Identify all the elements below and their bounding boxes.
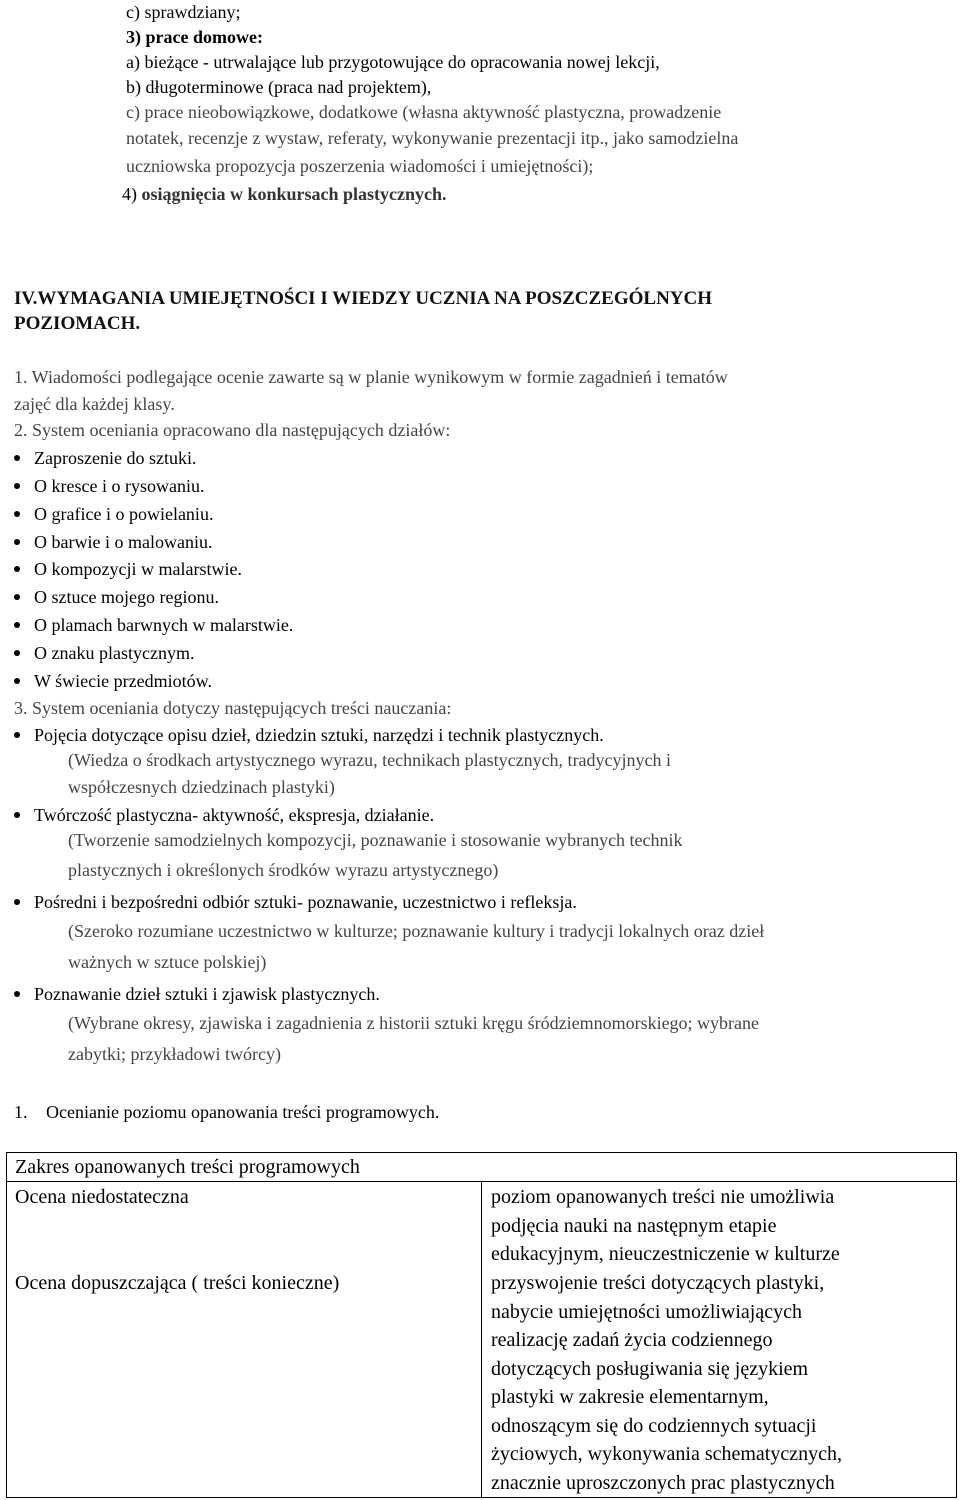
intro-line-7: uczniowska propozycja poszerzenia wiadomości i umiejętności); xyxy=(126,156,594,176)
table-header-row xyxy=(7,1153,956,1182)
paragraph-1-line-2: zajęć dla każdej klasy. xyxy=(14,394,175,414)
intro-line-6: notatek, recenzje z wystaw, referaty, wykonywanie prezentacji itp., jako samodzielna xyxy=(126,128,739,148)
bullet-icon xyxy=(14,594,20,600)
table-desc-line: dotyczących posługiwania się językiem xyxy=(491,1357,809,1380)
assessment-num: 1. xyxy=(14,1102,28,1122)
intro-line-2 xyxy=(126,26,263,48)
bullet-icon xyxy=(14,650,20,656)
content-desc-line: ważnych w sztuce polskiej) xyxy=(68,952,267,972)
table-desc-line: odnoszącym się do codziennych sytuacji xyxy=(491,1414,817,1437)
bullet-icon xyxy=(14,812,20,818)
paragraph-3: 3. System oceniania dotyczy następujących treści nauczania: xyxy=(14,698,452,718)
assessment-heading xyxy=(14,1101,439,1123)
intro-line-8 xyxy=(122,183,447,205)
table-desc-line: plastyki w zakresie elementarnym, xyxy=(491,1386,769,1408)
section-title-line-2: POZIOMACH. xyxy=(14,313,141,334)
bullet-icon xyxy=(14,511,20,517)
bullet-icon xyxy=(14,732,20,738)
table-desc-line: przyswojenie treści dotyczących plastyki, xyxy=(491,1272,825,1294)
bullet-icon xyxy=(14,899,20,905)
content-desc-line: (Tworzenie samodzielnych kompozycji, poznawanie i stosowanie wybranych technik xyxy=(68,830,683,850)
bullet-icon xyxy=(14,991,20,997)
intro-line-8-text: osiągnięcia w konkursach plastycznych. xyxy=(141,184,447,204)
bullet-icon xyxy=(14,622,20,628)
paragraph-1-line-1: 1. Wiadomości podlegające ocenie zawarte są w planie wynikowym w formie zagadnień i tematów xyxy=(14,367,728,387)
intro-line-3: a) bieżące - utrwalające lub przygotowujące do opracowania nowej lekcji, xyxy=(126,52,660,72)
content-desc-line: plastycznych i określonych środków wyrazu artystycznego) xyxy=(68,860,499,880)
homework-heading: 3) prace domowe: xyxy=(126,27,263,47)
table-header-cell: Zakres opanowanych treści programowych xyxy=(15,1156,360,1178)
paragraph-2: 2. System oceniania opracowano dla następujących działów: xyxy=(14,420,451,440)
document-page: c) sprawdziany; 3) prace domowe: a) bieżące - utrwalające lub przygotowujące do opracowania nowej lekcji, b) długoterminowe (praca nad projektem), c) prace nieobowiązkowe, dodatkowe (własna aktywność plastyczna, prowadzenie notatek, recenzje z wystaw, referaty, wykonywanie prezentacji itp., jako samodzielna uczniowska propozycja poszerzenia wiadomości i umiejętności); 4) osiągnięcia w konkursach plastycznych. IV.WYMAGANIA UMIEJĘTNOŚCI I WIEDZY UCZNIA NA POSZCZEGÓLNYCH POZIOMACH. 1. Wiadomości podlegające ocenie zawarte są w planie wynikowym w formie zagadnień i tematów zajęć dla każdej klasy. 2. System oceniania opracowano dla następujących działów: Zaproszenie do sztuki. O kresce i o rysowaniu. O grafice i o powielaniu. O barwie i o malowaniu. O kompozycji w malarstwie. O sztuce mojego regionu. O plamach barwnych w malarstwie. O znaku plastycznym. W świecie przedmiotów. 3. System oceniania dotyczy następujących treści nauczania: Pojęcia dotyczące opisu dzieł, dziedzin sztuki, narzędzi i technik plastycznych. (Wiedza o środkach artystycznego wyrazu, technikach plastycznych, tradycyjnych i współczesnych dziedzinach plastyki) Twórczość plastyczna- aktywność, ekspresja, działanie. (Tworzenie samodzielnych kompozycji, poznawanie i stosowanie wybranych technik plastycznych i określonych środków wyrazu artystycznego) Pośredni i bezpośredni odbiór sztuki- poznawanie, uczestnictwo i refleksja. (Szeroko rozumiane uczestnictwo w kulturze; poznawanie kultury i tradycji lokalnych oraz dzieł ważnych w sztuce polskiej) Poznawanie dzieł sztuki i zjawisk plastycznych. (Wybrane okresy, zjawiska i zagadnienia z historii sztuki kręgu śródziemnomorskiego; wybrane zabytki; przykładowi twórcy) 1. Ocenianie poziomu opanowania treści programowych. Zakres opanowanych treści programowych Ocena niedostateczna poziom opanowanych treści nie umożliwia podjęcia nauki na następnym etapie edukacyjnym, nieuczestniczenie w kulturze Ocena dopuszczająca ( treści konieczne) przyswojenie treści dotyczących plastyki, nabycie umiejętności umożliwiających realizację zadań życia codziennego dotyczących posługiwania się językiem plastyki w zakresie elementarnym, odnoszącym się do codziennych sytuacji życiowych, wykonywania schematycznych, znacznie uproszczonych prac plastycznych xyxy=(0,0,960,1500)
table-desc-line: życiowych, wykonywania schematycznych, xyxy=(491,1443,842,1465)
bullet-icon xyxy=(14,483,20,489)
table-desc-line: nabycie umiejętności umożliwiających xyxy=(491,1300,802,1323)
table-desc-line: podjęcia nauki na następnym etapie xyxy=(491,1214,777,1237)
table-desc-line: realizację zadań życia codziennego xyxy=(491,1329,773,1351)
section-title-line-1: IV.WYMAGANIA UMIEJĘTNOŚCI I WIEDZY UCZNIA NA POSZCZEGÓLNYCH xyxy=(14,288,713,309)
table-desc-line: edukacyjnym, nieuczestniczenie w kulturze xyxy=(491,1243,840,1265)
intro-line-8-num: 4) xyxy=(122,184,137,204)
bullet-icon xyxy=(14,455,20,461)
table-desc-line: poziom opanowanych treści nie umożliwia xyxy=(491,1186,835,1208)
grades-table xyxy=(6,1152,957,1498)
bullet-icon xyxy=(14,539,20,545)
intro-line-4: b) długoterminowe (praca nad projektem), xyxy=(126,77,432,97)
intro-line-1: c) sprawdziany; xyxy=(126,2,241,22)
content-desc-line: współczesnych dziedzinach plastyki) xyxy=(68,777,335,797)
content-desc-line: zabytki; przykładowi twórcy) xyxy=(68,1044,281,1064)
table-grade-cell: Ocena niedostateczna xyxy=(15,1186,189,1208)
assessment-title: Ocenianie poziomu opanowania treści programowych. xyxy=(46,1102,440,1122)
table-column-divider xyxy=(481,1181,482,1497)
intro-line-5: c) prace nieobowiązkowe, dodatkowe (własna aktywność plastyczna, prowadzenie xyxy=(126,102,722,122)
content-desc-line: (Szeroko rozumiane uczestnictwo w kulturze; poznawanie kultury i tradycji lokalnych oraz dzieł xyxy=(68,921,765,941)
bullet-icon xyxy=(14,566,20,572)
content-desc-line: (Wiedza o środkach artystycznego wyrazu, technikach plastycznych, tradycyjnych i xyxy=(68,750,672,770)
table-grade-cell: Ocena dopuszczająca ( treści konieczne) xyxy=(15,1272,340,1294)
content-desc-line: (Wybrane okresy, zjawiska i zagadnienia z historii sztuki kręgu śródziemnomorskiego; wybrane xyxy=(68,1013,760,1033)
bullet-icon xyxy=(14,678,20,684)
table-desc-line: znacznie uproszczonych prac plastycznych xyxy=(491,1471,835,1494)
